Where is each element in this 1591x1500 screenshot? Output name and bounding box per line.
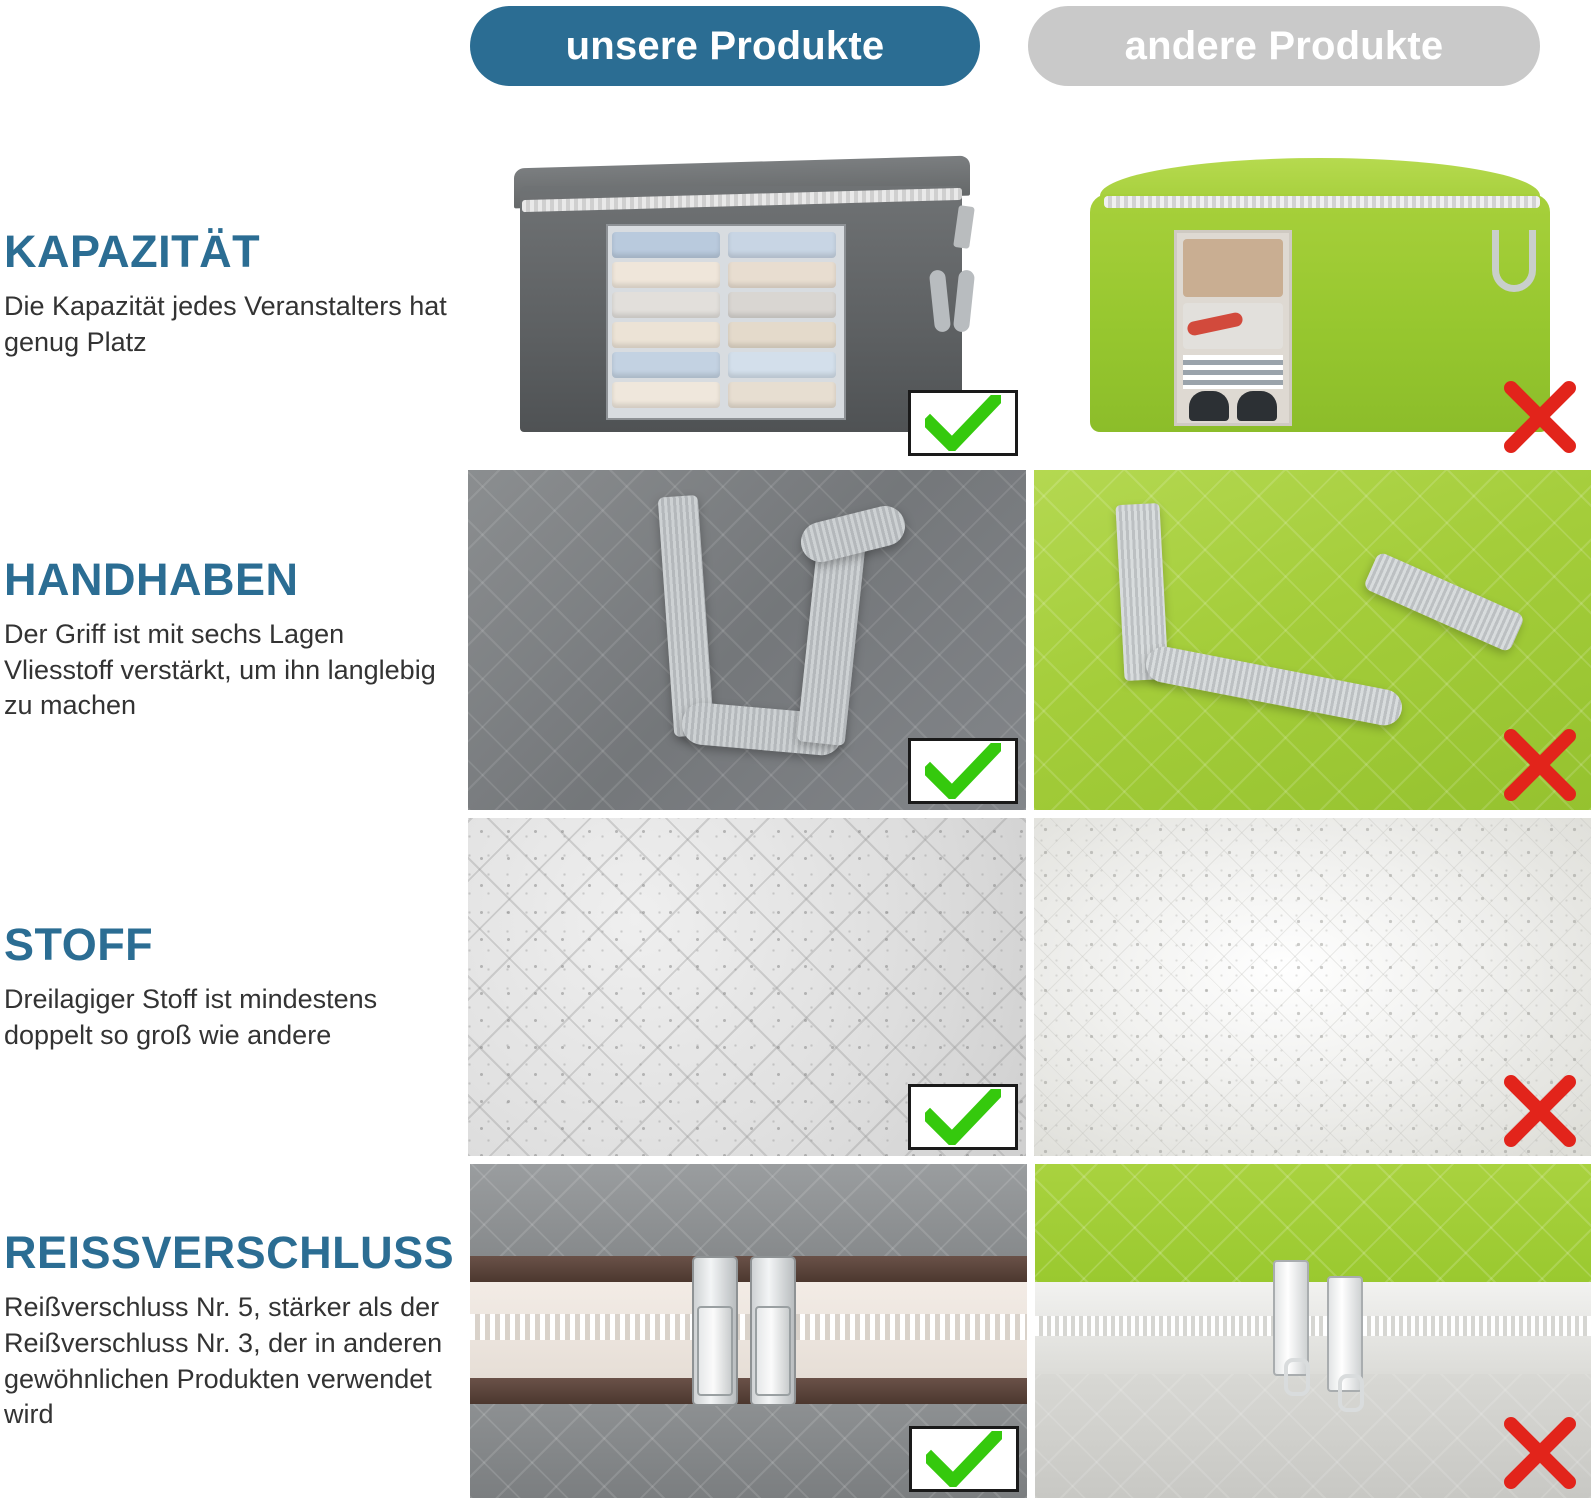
cell-ours-capacity bbox=[468, 126, 1026, 462]
zipper-teeth bbox=[470, 1314, 1027, 1340]
tab-other-products[interactable] bbox=[1028, 6, 1540, 86]
row-description: Dreilagiger Stoff ist mindestens doppelt so groß wie andere bbox=[4, 984, 378, 1050]
thin-zipper-teeth bbox=[1035, 1316, 1591, 1336]
tab-our-products-label: unsere Produkte bbox=[565, 23, 885, 68]
handle-strap-left bbox=[658, 495, 715, 737]
zipper-slider-left bbox=[692, 1256, 738, 1406]
row-description: Reißverschluss Nr. 5, stärker als der Reißverschluss Nr. 3, der in anderen gewöhnlichen Produkten verwendet wird bbox=[4, 1292, 443, 1430]
row-text-fabric bbox=[0, 818, 466, 1156]
status-badge-cross bbox=[1503, 1074, 1577, 1148]
cell-ours-fabric bbox=[468, 818, 1026, 1156]
comparison-row-zipper bbox=[0, 1164, 1591, 1498]
green-bag-body bbox=[1090, 194, 1550, 432]
cross-icon bbox=[1503, 728, 1577, 802]
status-badge-cross bbox=[1503, 728, 1577, 802]
row-text-handle bbox=[0, 470, 466, 810]
row-title: REISSVERSCHLUSS bbox=[4, 1227, 455, 1279]
green-bag-handle bbox=[1492, 230, 1536, 292]
cross-icon bbox=[1503, 1074, 1577, 1148]
check-icon bbox=[926, 1431, 1002, 1487]
row-description: Der Griff ist mit sechs Lagen Vliesstoff verstärkt, um ihn langlebig zu machen bbox=[4, 619, 436, 721]
thin-handle-strap-bottom bbox=[1142, 644, 1404, 729]
cell-ours-handle bbox=[468, 470, 1026, 810]
status-badge-check bbox=[908, 390, 1018, 456]
green-fabric-top bbox=[1035, 1164, 1591, 1282]
green-storage-bag-illustration bbox=[1078, 152, 1562, 436]
tab-other-products-label: andere Produkte bbox=[1124, 23, 1444, 68]
status-badge-check bbox=[908, 1084, 1018, 1150]
zipper-fabric-top bbox=[470, 1164, 1027, 1260]
green-bag-zipper bbox=[1104, 196, 1540, 208]
status-badge-cross bbox=[1503, 380, 1577, 454]
comparison-header-tabs bbox=[470, 6, 1580, 88]
row-title: STOFF bbox=[4, 918, 154, 970]
zipper-seam-top bbox=[470, 1256, 1027, 1282]
row-title: KAPAZITÄT bbox=[4, 225, 261, 277]
cell-others-zipper bbox=[1035, 1164, 1591, 1498]
tab-our-products[interactable] bbox=[470, 6, 980, 86]
row-title: HANDHABEN bbox=[4, 553, 299, 605]
cell-others-capacity bbox=[1034, 126, 1591, 462]
bag-view-window bbox=[606, 224, 846, 420]
status-badge-cross bbox=[1503, 1416, 1577, 1490]
thin-zipper-slider-left bbox=[1273, 1260, 1309, 1376]
cross-icon bbox=[1503, 380, 1577, 454]
zipper-seam-bottom bbox=[470, 1378, 1027, 1404]
comparison-row-capacity bbox=[0, 126, 1591, 462]
row-text-capacity bbox=[0, 126, 466, 462]
green-bag-view-window bbox=[1174, 230, 1292, 426]
cell-others-fabric bbox=[1034, 818, 1591, 1156]
bag-handle bbox=[932, 270, 976, 340]
thin-zipper-slider-right bbox=[1327, 1276, 1363, 1392]
comparison-row-fabric bbox=[0, 818, 1591, 1156]
status-badge-check bbox=[908, 738, 1018, 804]
cross-icon bbox=[1503, 1416, 1577, 1490]
row-text-zipper bbox=[0, 1164, 468, 1498]
cell-others-handle bbox=[1034, 470, 1591, 810]
check-icon bbox=[925, 743, 1001, 799]
row-description: Die Kapazität jedes Veranstalters hat genug Platz bbox=[4, 291, 447, 357]
zipper-slider-right bbox=[750, 1256, 796, 1406]
cell-ours-zipper bbox=[470, 1164, 1027, 1498]
check-icon bbox=[925, 1089, 1001, 1145]
thin-handle-strap-right bbox=[1362, 551, 1524, 653]
status-badge-check bbox=[909, 1426, 1019, 1492]
check-icon bbox=[925, 395, 1001, 451]
comparison-row-handle bbox=[0, 470, 1591, 810]
